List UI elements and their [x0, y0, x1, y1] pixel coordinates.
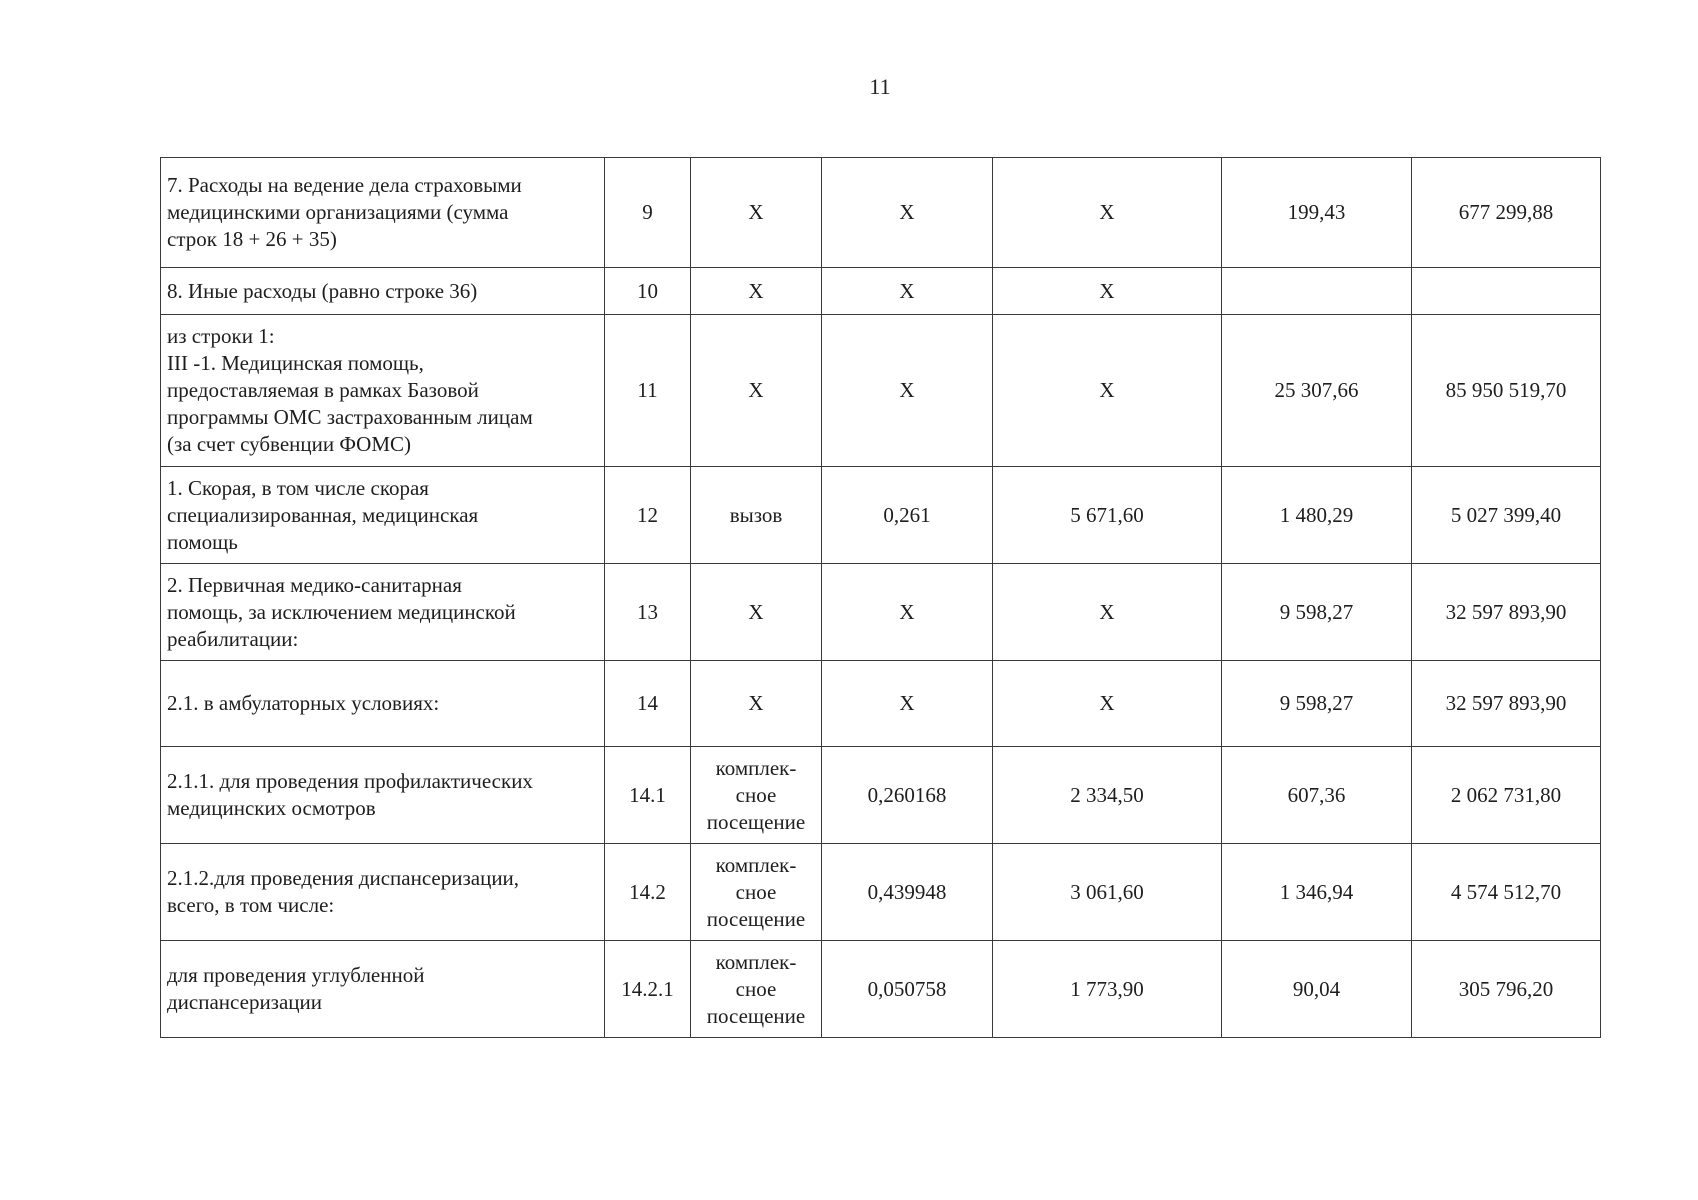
row-name-line: помощь, за исключением медицинской [167, 599, 516, 624]
total-cell: 32 597 893,90 [1412, 564, 1601, 661]
cost-cell: X [993, 268, 1222, 315]
expenses-table [160, 157, 1601, 1038]
cost-cell: 2 334,50 [993, 747, 1222, 844]
row-name-line: реабилитации: [167, 626, 299, 651]
row-name-cell [161, 844, 605, 941]
row-name-line: программы ОМС застрахованным лицам [167, 405, 533, 429]
row-name-line: III -1. Медицинская помощь, [167, 351, 424, 375]
row-name-line: 7. Расходы на ведение дела страховыми [167, 173, 522, 197]
unit-line: X [748, 691, 764, 715]
unit-cell [691, 661, 822, 747]
table-row [161, 747, 1601, 844]
row-name-line: из строки 1: [167, 324, 275, 348]
unit-cell [691, 315, 822, 467]
unit-line: посещение [706, 906, 806, 931]
row-name-line: медицинских осмотров [167, 796, 376, 820]
row-name-line: (за счет субвенции ФОМС) [167, 432, 412, 456]
per-capita-cell: 90,04 [1222, 941, 1412, 1038]
row-number-cell: 14.1 [605, 747, 691, 844]
row-name-cell [161, 564, 605, 661]
row-name-cell [161, 941, 605, 1038]
cost-cell: X [993, 661, 1222, 747]
table-row [161, 158, 1601, 268]
unit-line: X [748, 599, 764, 624]
unit-cell [691, 941, 822, 1038]
unit-line: сное [735, 879, 777, 904]
per-capita-cell [1222, 268, 1412, 315]
unit-line: сное [735, 976, 777, 1001]
row-number-cell: 14.2 [605, 844, 691, 941]
row-number-cell: 13 [605, 564, 691, 661]
cost-cell: X [993, 315, 1222, 467]
unit-line: X [748, 378, 764, 402]
per-capita-cell: 1 480,29 [1222, 467, 1412, 564]
row-name-line: 2.1.1. для проведения профилактических [167, 769, 533, 793]
total-cell: 85 950 519,70 [1412, 315, 1601, 467]
cost-cell: X [993, 158, 1222, 268]
volume-cell: X [822, 661, 993, 747]
volume-cell: 0,050758 [822, 941, 993, 1038]
row-name-line: предоставляемая в рамках Базовой [167, 378, 479, 402]
volume-cell: X [822, 158, 993, 268]
row-name-line: медицинскими организациями (сумма [167, 200, 509, 224]
row-name-line: для проведения углубленной [167, 963, 425, 987]
unit-line: посещение [706, 809, 806, 834]
table-row [161, 315, 1601, 467]
cost-cell: 1 773,90 [993, 941, 1222, 1038]
row-name-line: диспансеризации [167, 990, 323, 1014]
row-name-cell [161, 661, 605, 747]
cost-cell: 5 671,60 [993, 467, 1222, 564]
row-name-cell [161, 467, 605, 564]
row-name-line: 1. Скорая, в том числе скорая [167, 475, 429, 500]
row-name-cell [161, 315, 605, 467]
unit-line: комплек- [715, 852, 797, 877]
total-cell: 4 574 512,70 [1412, 844, 1601, 941]
table-row [161, 467, 1601, 564]
unit-cell [691, 268, 822, 315]
unit-cell [691, 844, 822, 941]
total-cell: 2 062 731,80 [1412, 747, 1601, 844]
row-name-line: строк 18 + 26 + 35) [167, 227, 337, 251]
total-cell: 305 796,20 [1412, 941, 1601, 1038]
volume-cell: X [822, 268, 993, 315]
unit-line: X [748, 278, 764, 303]
unit-line: сное [735, 782, 777, 807]
per-capita-cell: 199,43 [1222, 158, 1412, 268]
table-row [161, 564, 1601, 661]
table-row [161, 661, 1601, 747]
table-row [161, 844, 1601, 941]
volume-cell: X [822, 564, 993, 661]
per-capita-cell: 9 598,27 [1222, 661, 1412, 747]
row-name-cell [161, 268, 605, 315]
row-name-line: помощь [167, 529, 238, 554]
row-number-cell: 9 [605, 158, 691, 268]
unit-line: комплек- [715, 755, 797, 780]
per-capita-cell: 607,36 [1222, 747, 1412, 844]
unit-line: посещение [706, 1003, 806, 1028]
row-number-cell: 14.2.1 [605, 941, 691, 1038]
total-cell [1412, 268, 1601, 315]
table-row [161, 268, 1601, 315]
unit-cell [691, 747, 822, 844]
row-name-line: специализированная, медицинская [167, 502, 479, 527]
per-capita-cell: 1 346,94 [1222, 844, 1412, 941]
unit-line: комплек- [715, 949, 797, 974]
volume-cell: 0,439948 [822, 844, 993, 941]
total-cell: 5 027 399,40 [1412, 467, 1601, 564]
row-name-line: 2.1. в амбулаторных условиях: [167, 691, 440, 715]
row-name-cell [161, 158, 605, 268]
row-name-line: 2. Первичная медико-санитарная [167, 572, 462, 597]
volume-cell: 0,261 [822, 467, 993, 564]
page-number: 11 [869, 74, 891, 99]
unit-cell [691, 158, 822, 268]
row-name-cell [161, 747, 605, 844]
volume-cell: X [822, 315, 993, 467]
row-name-line: 2.1.2.для проведения диспансеризации, [167, 866, 520, 890]
row-name-line: всего, в том числе: [167, 893, 335, 917]
cost-cell: X [993, 564, 1222, 661]
row-number-cell: 11 [605, 315, 691, 467]
table-row [161, 941, 1601, 1038]
unit-line: X [748, 200, 764, 224]
unit-cell [691, 467, 822, 564]
row-number-cell: 10 [605, 268, 691, 315]
table-body [161, 158, 1601, 1038]
volume-cell: 0,260168 [822, 747, 993, 844]
unit-cell [691, 564, 822, 661]
cost-cell: 3 061,60 [993, 844, 1222, 941]
per-capita-cell: 25 307,66 [1222, 315, 1412, 467]
per-capita-cell: 9 598,27 [1222, 564, 1412, 661]
total-cell: 32 597 893,90 [1412, 661, 1601, 747]
total-cell: 677 299,88 [1412, 158, 1601, 268]
row-number-cell: 12 [605, 467, 691, 564]
row-name-line: 8. Иные расходы (равно строке 36) [167, 278, 478, 303]
row-number-cell: 14 [605, 661, 691, 747]
unit-line: вызов [729, 502, 783, 527]
